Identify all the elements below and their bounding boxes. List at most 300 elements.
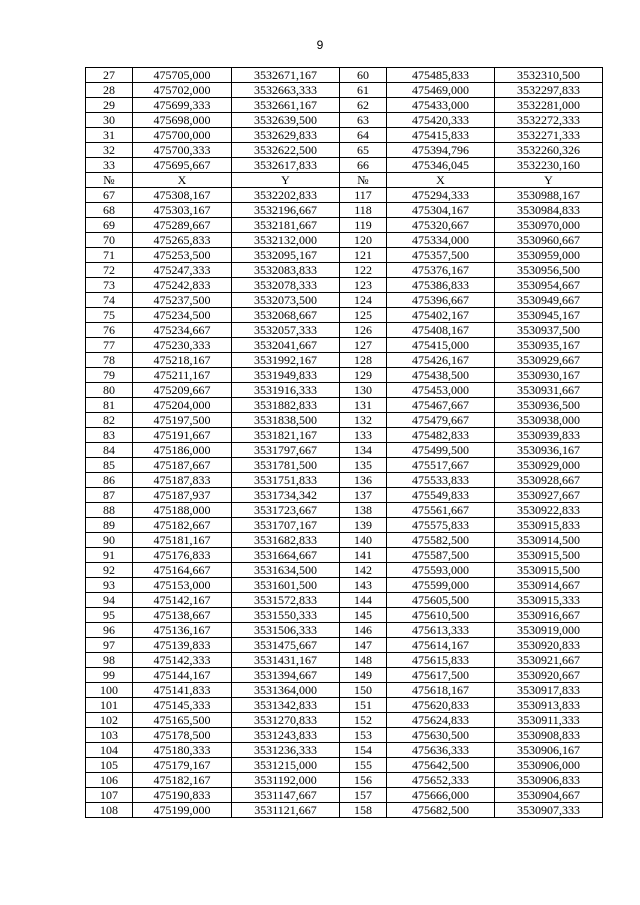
table-row xyxy=(86,143,603,158)
point-number-cell: 142 xyxy=(340,563,387,578)
x-coordinate-cell: 475433,000 xyxy=(387,98,495,113)
point-number-cell: 66 xyxy=(340,158,387,173)
x-coordinate-cell: 475234,667 xyxy=(133,323,232,338)
x-coordinate-cell: 475695,667 xyxy=(133,158,232,173)
table-row xyxy=(86,758,603,773)
point-number-cell: 31 xyxy=(86,128,133,143)
x-coordinate-cell: 475197,500 xyxy=(133,413,232,428)
table-row xyxy=(86,293,603,308)
point-number-cell: 119 xyxy=(340,218,387,233)
point-number-cell: 145 xyxy=(340,608,387,623)
table-row xyxy=(86,308,603,323)
point-number-cell: 83 xyxy=(86,428,133,443)
point-number-cell: 82 xyxy=(86,413,133,428)
y-coordinate-cell: 3530920,667 xyxy=(495,668,603,683)
x-coordinate-cell: 475320,667 xyxy=(387,218,495,233)
y-coordinate-cell: 3531475,667 xyxy=(232,638,340,653)
x-coordinate-cell: 475182,667 xyxy=(133,518,232,533)
point-number-cell: 105 xyxy=(86,758,133,773)
x-coordinate-cell: 475587,500 xyxy=(387,548,495,563)
table-row xyxy=(86,128,603,143)
point-number-cell: 86 xyxy=(86,473,133,488)
table-row xyxy=(86,578,603,593)
x-coordinate-cell: 475682,500 xyxy=(387,803,495,818)
table-row xyxy=(86,458,603,473)
x-coordinate-cell: 475199,000 xyxy=(133,803,232,818)
table-row xyxy=(86,803,603,818)
table-row xyxy=(86,593,603,608)
point-number-cell: 69 xyxy=(86,218,133,233)
y-coordinate-cell: 3530915,500 xyxy=(495,563,603,578)
x-coordinate-cell: 475700,333 xyxy=(133,143,232,158)
x-coordinate-cell: 475346,045 xyxy=(387,158,495,173)
y-coordinate-cell: 3531707,167 xyxy=(232,518,340,533)
y-coordinate-cell: 3531364,000 xyxy=(232,683,340,698)
point-number-cell: 158 xyxy=(340,803,387,818)
point-number-cell: 72 xyxy=(86,263,133,278)
x-coordinate-cell: 475636,333 xyxy=(387,743,495,758)
y-coordinate-cell: 3530927,667 xyxy=(495,488,603,503)
y-coordinate-cell: 3530928,667 xyxy=(495,473,603,488)
table-row xyxy=(86,383,603,398)
x-coordinate-cell: 475176,833 xyxy=(133,548,232,563)
x-coordinate-cell: 475615,833 xyxy=(387,653,495,668)
x-coordinate-cell: 475142,333 xyxy=(133,653,232,668)
y-coordinate-cell: 3531838,500 xyxy=(232,413,340,428)
table-row xyxy=(86,773,603,788)
header-row xyxy=(86,173,603,188)
table-row xyxy=(86,323,603,338)
header-cell: № xyxy=(340,173,387,188)
table-row xyxy=(86,638,603,653)
point-number-cell: 143 xyxy=(340,578,387,593)
y-coordinate-cell: 3530913,833 xyxy=(495,698,603,713)
point-number-cell: 97 xyxy=(86,638,133,653)
x-coordinate-cell: 475218,167 xyxy=(133,353,232,368)
y-coordinate-cell: 3532661,167 xyxy=(232,98,340,113)
y-coordinate-cell: 3531781,500 xyxy=(232,458,340,473)
point-number-cell: 136 xyxy=(340,473,387,488)
y-coordinate-cell: 3530949,667 xyxy=(495,293,603,308)
point-number-cell: 137 xyxy=(340,488,387,503)
y-coordinate-cell: 3532310,500 xyxy=(495,68,603,83)
point-number-cell: 154 xyxy=(340,743,387,758)
y-coordinate-cell: 3531723,667 xyxy=(232,503,340,518)
point-number-cell: 81 xyxy=(86,398,133,413)
x-coordinate-cell: 475699,333 xyxy=(133,98,232,113)
y-coordinate-cell: 3530956,500 xyxy=(495,263,603,278)
y-coordinate-cell: 3530937,500 xyxy=(495,323,603,338)
x-coordinate-cell: 475304,167 xyxy=(387,203,495,218)
y-coordinate-cell: 3531664,667 xyxy=(232,548,340,563)
y-coordinate-cell: 3531342,833 xyxy=(232,698,340,713)
y-coordinate-cell: 3532663,333 xyxy=(232,83,340,98)
point-number-cell: 128 xyxy=(340,353,387,368)
table-row xyxy=(86,83,603,98)
table-row xyxy=(86,188,603,203)
x-coordinate-cell: 475230,333 xyxy=(133,338,232,353)
y-coordinate-cell: 3530908,833 xyxy=(495,728,603,743)
point-number-cell: 28 xyxy=(86,83,133,98)
x-coordinate-cell: 475188,000 xyxy=(133,503,232,518)
point-number-cell: 79 xyxy=(86,368,133,383)
x-coordinate-cell: 475533,833 xyxy=(387,473,495,488)
point-number-cell: 60 xyxy=(340,68,387,83)
y-coordinate-cell: 3530919,000 xyxy=(495,623,603,638)
y-coordinate-cell: 3530954,667 xyxy=(495,278,603,293)
point-number-cell: 107 xyxy=(86,788,133,803)
y-coordinate-cell: 3530920,833 xyxy=(495,638,603,653)
point-number-cell: 64 xyxy=(340,128,387,143)
point-number-cell: 84 xyxy=(86,443,133,458)
point-number-cell: 130 xyxy=(340,383,387,398)
x-coordinate-cell: 475138,667 xyxy=(133,608,232,623)
header-cell: Y xyxy=(495,173,603,188)
x-coordinate-cell: 475191,667 xyxy=(133,428,232,443)
x-coordinate-cell: 475234,500 xyxy=(133,308,232,323)
point-number-cell: 87 xyxy=(86,488,133,503)
y-coordinate-cell: 3532272,333 xyxy=(495,113,603,128)
point-number-cell: 76 xyxy=(86,323,133,338)
point-number-cell: 127 xyxy=(340,338,387,353)
point-number-cell: 138 xyxy=(340,503,387,518)
y-coordinate-cell: 3531572,833 xyxy=(232,593,340,608)
y-coordinate-cell: 3531751,833 xyxy=(232,473,340,488)
x-coordinate-cell: 475237,500 xyxy=(133,293,232,308)
table-row xyxy=(86,683,603,698)
x-coordinate-cell: 475334,000 xyxy=(387,233,495,248)
point-number-cell: 131 xyxy=(340,398,387,413)
table-row xyxy=(86,68,603,83)
y-coordinate-cell: 3532202,833 xyxy=(232,188,340,203)
x-coordinate-cell: 475164,667 xyxy=(133,563,232,578)
y-coordinate-cell: 3531821,167 xyxy=(232,428,340,443)
table-row xyxy=(86,263,603,278)
y-coordinate-cell: 3531797,667 xyxy=(232,443,340,458)
point-number-cell: 70 xyxy=(86,233,133,248)
point-number-cell: 63 xyxy=(340,113,387,128)
x-coordinate-cell: 475211,167 xyxy=(133,368,232,383)
y-coordinate-cell: 3530930,167 xyxy=(495,368,603,383)
x-coordinate-cell: 475613,333 xyxy=(387,623,495,638)
table-row xyxy=(86,248,603,263)
point-number-cell: 126 xyxy=(340,323,387,338)
y-coordinate-cell: 3532671,167 xyxy=(232,68,340,83)
table-row xyxy=(86,548,603,563)
y-coordinate-cell: 3531601,500 xyxy=(232,578,340,593)
y-coordinate-cell: 3532617,833 xyxy=(232,158,340,173)
x-coordinate-cell: 475561,667 xyxy=(387,503,495,518)
y-coordinate-cell: 3532041,667 xyxy=(232,338,340,353)
point-number-cell: 121 xyxy=(340,248,387,263)
y-coordinate-cell: 3530938,000 xyxy=(495,413,603,428)
x-coordinate-cell: 475179,167 xyxy=(133,758,232,773)
table-row xyxy=(86,518,603,533)
x-coordinate-cell: 475593,000 xyxy=(387,563,495,578)
point-number-cell: 71 xyxy=(86,248,133,263)
point-number-cell: 92 xyxy=(86,563,133,578)
x-coordinate-cell: 475180,333 xyxy=(133,743,232,758)
x-coordinate-cell: 475303,167 xyxy=(133,203,232,218)
y-coordinate-cell: 3532196,667 xyxy=(232,203,340,218)
y-coordinate-cell: 3530960,667 xyxy=(495,233,603,248)
header-cell: № xyxy=(86,173,133,188)
y-coordinate-cell: 3532260,326 xyxy=(495,143,603,158)
x-coordinate-cell: 475376,167 xyxy=(387,263,495,278)
y-coordinate-cell: 3530931,667 xyxy=(495,383,603,398)
point-number-cell: 133 xyxy=(340,428,387,443)
x-coordinate-cell: 475599,000 xyxy=(387,578,495,593)
y-coordinate-cell: 3531506,333 xyxy=(232,623,340,638)
x-coordinate-cell: 475247,333 xyxy=(133,263,232,278)
y-coordinate-cell: 3530917,833 xyxy=(495,683,603,698)
x-coordinate-cell: 475402,167 xyxy=(387,308,495,323)
point-number-cell: 62 xyxy=(340,98,387,113)
table-row xyxy=(86,623,603,638)
y-coordinate-cell: 3532068,667 xyxy=(232,308,340,323)
point-number-cell: 94 xyxy=(86,593,133,608)
point-number-cell: 120 xyxy=(340,233,387,248)
x-coordinate-cell: 475187,833 xyxy=(133,473,232,488)
point-number-cell: 27 xyxy=(86,68,133,83)
x-coordinate-cell: 475357,500 xyxy=(387,248,495,263)
y-coordinate-cell: 3530904,667 xyxy=(495,788,603,803)
point-number-cell: 155 xyxy=(340,758,387,773)
y-coordinate-cell: 3530914,667 xyxy=(495,578,603,593)
x-coordinate-cell: 475605,500 xyxy=(387,593,495,608)
x-coordinate-cell: 475386,833 xyxy=(387,278,495,293)
y-coordinate-cell: 3530914,500 xyxy=(495,533,603,548)
x-coordinate-cell: 475453,000 xyxy=(387,383,495,398)
point-number-cell: 150 xyxy=(340,683,387,698)
point-number-cell: 134 xyxy=(340,443,387,458)
y-coordinate-cell: 3531949,833 xyxy=(232,368,340,383)
x-coordinate-cell: 475141,833 xyxy=(133,683,232,698)
y-coordinate-cell: 3531634,500 xyxy=(232,563,340,578)
y-coordinate-cell: 3530906,833 xyxy=(495,773,603,788)
x-coordinate-cell: 475618,167 xyxy=(387,683,495,698)
point-number-cell: 89 xyxy=(86,518,133,533)
y-coordinate-cell: 3530921,667 xyxy=(495,653,603,668)
table-row xyxy=(86,788,603,803)
point-number-cell: 122 xyxy=(340,263,387,278)
x-coordinate-cell: 475142,167 xyxy=(133,593,232,608)
x-coordinate-cell: 475308,167 xyxy=(133,188,232,203)
point-number-cell: 132 xyxy=(340,413,387,428)
coordinates-table xyxy=(85,67,603,818)
table-row xyxy=(86,503,603,518)
y-coordinate-cell: 3531192,000 xyxy=(232,773,340,788)
x-coordinate-cell: 475165,500 xyxy=(133,713,232,728)
y-coordinate-cell: 3530915,833 xyxy=(495,518,603,533)
y-coordinate-cell: 3531394,667 xyxy=(232,668,340,683)
y-coordinate-cell: 3530915,500 xyxy=(495,548,603,563)
y-coordinate-cell: 3531243,833 xyxy=(232,728,340,743)
table-row xyxy=(86,113,603,128)
x-coordinate-cell: 475652,333 xyxy=(387,773,495,788)
x-coordinate-cell: 475499,500 xyxy=(387,443,495,458)
y-coordinate-cell: 3532622,500 xyxy=(232,143,340,158)
y-coordinate-cell: 3531882,833 xyxy=(232,398,340,413)
point-number-cell: 80 xyxy=(86,383,133,398)
table-row xyxy=(86,338,603,353)
table-row xyxy=(86,728,603,743)
x-coordinate-cell: 475265,833 xyxy=(133,233,232,248)
y-coordinate-cell: 3530988,167 xyxy=(495,188,603,203)
x-coordinate-cell: 475617,500 xyxy=(387,668,495,683)
y-coordinate-cell: 3530939,833 xyxy=(495,428,603,443)
y-coordinate-cell: 3530936,167 xyxy=(495,443,603,458)
x-coordinate-cell: 475517,667 xyxy=(387,458,495,473)
point-number-cell: 148 xyxy=(340,653,387,668)
table-row xyxy=(86,98,603,113)
point-number-cell: 99 xyxy=(86,668,133,683)
point-number-cell: 147 xyxy=(340,638,387,653)
table-row xyxy=(86,488,603,503)
x-coordinate-cell: 475614,167 xyxy=(387,638,495,653)
x-coordinate-cell: 475136,167 xyxy=(133,623,232,638)
point-number-cell: 65 xyxy=(340,143,387,158)
y-coordinate-cell: 3531236,333 xyxy=(232,743,340,758)
y-coordinate-cell: 3530945,167 xyxy=(495,308,603,323)
y-coordinate-cell: 3530916,667 xyxy=(495,608,603,623)
y-coordinate-cell: 3531215,000 xyxy=(232,758,340,773)
table-row xyxy=(86,698,603,713)
x-coordinate-cell: 475705,000 xyxy=(133,68,232,83)
point-number-cell: 32 xyxy=(86,143,133,158)
x-coordinate-cell: 475294,333 xyxy=(387,188,495,203)
x-coordinate-cell: 475610,500 xyxy=(387,608,495,623)
y-coordinate-cell: 3530935,167 xyxy=(495,338,603,353)
y-coordinate-cell: 3532083,833 xyxy=(232,263,340,278)
y-coordinate-cell: 3532181,667 xyxy=(232,218,340,233)
point-number-cell: 102 xyxy=(86,713,133,728)
table-row xyxy=(86,713,603,728)
point-number-cell: 90 xyxy=(86,533,133,548)
x-coordinate-cell: 475582,500 xyxy=(387,533,495,548)
y-coordinate-cell: 3530907,333 xyxy=(495,803,603,818)
point-number-cell: 117 xyxy=(340,188,387,203)
header-cell: Y xyxy=(232,173,340,188)
point-number-cell: 118 xyxy=(340,203,387,218)
point-number-cell: 73 xyxy=(86,278,133,293)
x-coordinate-cell: 475209,667 xyxy=(133,383,232,398)
x-coordinate-cell: 475415,833 xyxy=(387,128,495,143)
table-row xyxy=(86,608,603,623)
point-number-cell: 151 xyxy=(340,698,387,713)
x-coordinate-cell: 475438,500 xyxy=(387,368,495,383)
table-row xyxy=(86,473,603,488)
table-row xyxy=(86,203,603,218)
point-number-cell: 144 xyxy=(340,593,387,608)
y-coordinate-cell: 3530970,000 xyxy=(495,218,603,233)
x-coordinate-cell: 475186,000 xyxy=(133,443,232,458)
y-coordinate-cell: 3531734,342 xyxy=(232,488,340,503)
x-coordinate-cell: 475182,167 xyxy=(133,773,232,788)
x-coordinate-cell: 475630,500 xyxy=(387,728,495,743)
point-number-cell: 104 xyxy=(86,743,133,758)
y-coordinate-cell: 3532095,167 xyxy=(232,248,340,263)
point-number-cell: 68 xyxy=(86,203,133,218)
point-number-cell: 108 xyxy=(86,803,133,818)
y-coordinate-cell: 3532629,833 xyxy=(232,128,340,143)
table-row xyxy=(86,743,603,758)
table-row xyxy=(86,428,603,443)
point-number-cell: 141 xyxy=(340,548,387,563)
x-coordinate-cell: 475187,667 xyxy=(133,458,232,473)
point-number-cell: 91 xyxy=(86,548,133,563)
y-coordinate-cell: 3532132,000 xyxy=(232,233,340,248)
point-number-cell: 61 xyxy=(340,83,387,98)
point-number-cell: 157 xyxy=(340,788,387,803)
y-coordinate-cell: 3530929,667 xyxy=(495,353,603,368)
y-coordinate-cell: 3531916,333 xyxy=(232,383,340,398)
y-coordinate-cell: 3530911,333 xyxy=(495,713,603,728)
y-coordinate-cell: 3530984,833 xyxy=(495,203,603,218)
point-number-cell: 129 xyxy=(340,368,387,383)
table-row xyxy=(86,563,603,578)
y-coordinate-cell: 3531550,333 xyxy=(232,608,340,623)
y-coordinate-cell: 3532281,000 xyxy=(495,98,603,113)
point-number-cell: 101 xyxy=(86,698,133,713)
y-coordinate-cell: 3532230,160 xyxy=(495,158,603,173)
table-row xyxy=(86,653,603,668)
x-coordinate-cell: 475702,000 xyxy=(133,83,232,98)
point-number-cell: 149 xyxy=(340,668,387,683)
table-row xyxy=(86,353,603,368)
x-coordinate-cell: 475144,167 xyxy=(133,668,232,683)
point-number-cell: 139 xyxy=(340,518,387,533)
x-coordinate-cell: 475575,833 xyxy=(387,518,495,533)
y-coordinate-cell: 3530959,000 xyxy=(495,248,603,263)
x-coordinate-cell: 475187,937 xyxy=(133,488,232,503)
x-coordinate-cell: 475178,500 xyxy=(133,728,232,743)
x-coordinate-cell: 475289,667 xyxy=(133,218,232,233)
point-number-cell: 96 xyxy=(86,623,133,638)
point-number-cell: 125 xyxy=(340,308,387,323)
point-number-cell: 88 xyxy=(86,503,133,518)
table-row xyxy=(86,413,603,428)
point-number-cell: 103 xyxy=(86,728,133,743)
table-row xyxy=(86,158,603,173)
y-coordinate-cell: 3531147,667 xyxy=(232,788,340,803)
y-coordinate-cell: 3531121,667 xyxy=(232,803,340,818)
point-number-cell: 106 xyxy=(86,773,133,788)
point-number-cell: 135 xyxy=(340,458,387,473)
x-coordinate-cell: 475204,000 xyxy=(133,398,232,413)
y-coordinate-cell: 3531270,833 xyxy=(232,713,340,728)
x-coordinate-cell: 475426,167 xyxy=(387,353,495,368)
y-coordinate-cell: 3530922,833 xyxy=(495,503,603,518)
table-row xyxy=(86,533,603,548)
table-row xyxy=(86,368,603,383)
point-number-cell: 29 xyxy=(86,98,133,113)
x-coordinate-cell: 475415,000 xyxy=(387,338,495,353)
table-row xyxy=(86,443,603,458)
x-coordinate-cell: 475396,667 xyxy=(387,293,495,308)
x-coordinate-cell: 475408,167 xyxy=(387,323,495,338)
coordinates-table-body xyxy=(86,68,603,818)
point-number-cell: 100 xyxy=(86,683,133,698)
y-coordinate-cell: 3530915,333 xyxy=(495,593,603,608)
point-number-cell: 95 xyxy=(86,608,133,623)
header-cell: X xyxy=(133,173,232,188)
table-row xyxy=(86,278,603,293)
point-number-cell: 30 xyxy=(86,113,133,128)
point-number-cell: 67 xyxy=(86,188,133,203)
x-coordinate-cell: 475666,000 xyxy=(387,788,495,803)
y-coordinate-cell: 3532639,500 xyxy=(232,113,340,128)
